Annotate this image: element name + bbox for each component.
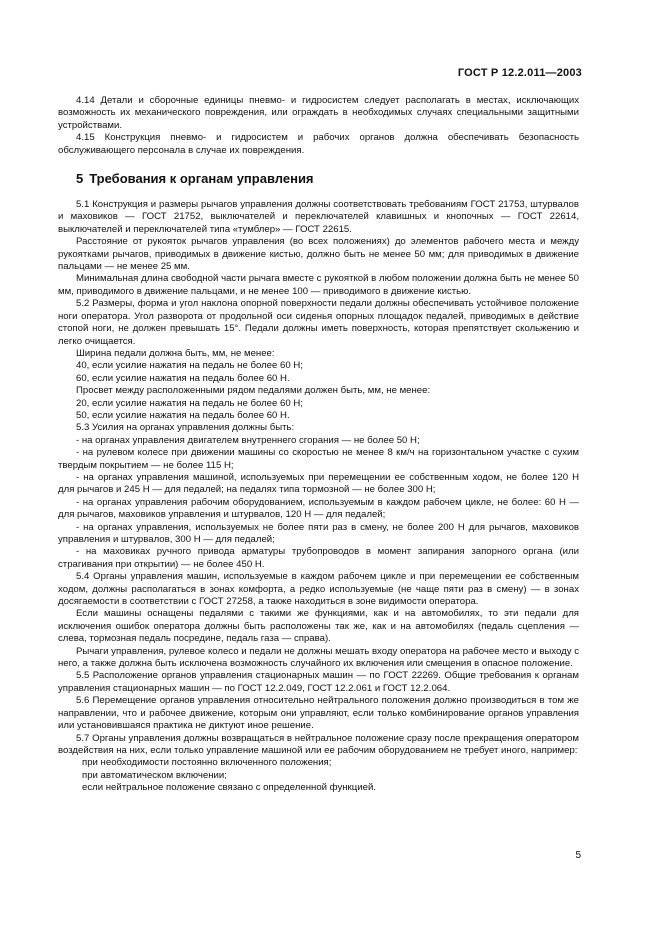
list-item: при необходимости постоянно включенного положения; <box>82 757 332 769</box>
paragraph: 20, если усилие нажатия на педаль не более 60 Н; <box>76 397 303 409</box>
clause-5-7: 5.7 Органы управления должны возвращаться в нейтральное положение сразу после прекращения оператором воздействия на них, если только управление машиной или ее рабочим оборудованием не требует иного, например: <box>58 732 579 756</box>
page-number: 5 <box>575 850 581 861</box>
paragraph: 40, если усилие нажатия на педаль не более 60 Н; <box>76 360 303 372</box>
clause-5-6: 5.6 Перемещение органов управления относительно нейтрального положения должно производиться в том же направлении, что и рабочее движение, которым они управляют, если только комбинирование органов управления или установившаяся практика не диктуют иное решение. <box>58 695 579 732</box>
clause-5-3: 5.3 Усилия на органах управления должны быть: <box>76 422 295 434</box>
section-title: Требования к органам управления <box>89 171 314 187</box>
clause-5-5: 5.5 Расположение органов управления стационарных машин — по ГОСТ 22269. Общие требования к органам управления стационарных машин — по ГОСТ 12.2.049, ГОСТ 12.2.061 и ГОСТ 12.2.064. <box>58 670 579 694</box>
clause-5-1: 5.1 Конструкция и размеры рычагов управления должны соответствовать требованиям ГОСТ 21753, штурвалов и маховиков — ГОСТ 21752, выключателей и переключателей клавишных и кнопочных — ГОСТ 22614, выключателей и переключателей типа «тумблер» — ГОСТ 22615. <box>58 199 579 235</box>
list-item: - на органах управления машиной, используемых при перемещении ее собственным ходом, не более 120 Н для рычагов и 245 Н — для педалей; на педалях типа тормозной — не более 300 Н; <box>58 471 579 496</box>
paragraph: Если машины оснащены педалями с такими же функциями, как и на автомобилях, то эти педали для исключения ошибок оператора должны быть расположены так же, как и на автомобилях (педаль сцепления — слева, тормозная педаль посредине, педаль газа — справа). <box>58 608 579 645</box>
list-item: - на рулевом колесе при движении машины со скоростью не менее 8 км/ч на горизонтальном участке с сухим твердым покрытием — не более 115 Н; <box>58 447 579 471</box>
section-number: 5 <box>76 171 84 187</box>
clause-4-15: 4.15 Конструкция пневмо- и гидросистем и рабочих органов должна обеспечивать безопасность обслуживающего персонала в случае их повреждения. <box>58 132 579 156</box>
paragraph: Просвет между расположенными рядом педалями должен быть, мм, не менее: <box>76 385 431 397</box>
paragraph: Ширина педали должна быть, мм, не менее: <box>76 347 275 359</box>
paragraph: Расстояние от рукояток рычагов управления (во всех положениях) до элементов рабочего места и между рукоятками рычагов, приводимых в движение кистью, должно быть не менее 50 мм; для приводимых в движение пальцами — не менее 25 мм. <box>58 236 579 273</box>
paragraph: 50, если усилие нажатия на педаль более 60 Н. <box>76 409 290 421</box>
list-item: - на органах управления рабочим оборудованием, используемым в каждом рабочем цикле, не более: 60 Н — для рычагов, маховиков управления и штурвалов, 120 Н — для педалей; <box>58 496 579 521</box>
list-item: - на органах управления двигателем внутреннего сгорания — не более 50 Н; <box>76 434 420 446</box>
clause-5-2: 5.2 Размеры, форма и угол наклона опорной поверхности педали должны обеспечивать устойчивое положение ноги оператора. Угол разворота от продольной оси сиденья опорных площадок педалей, приводимых в действие стопой ноги, не должен превышать 15°. Педали должны иметь поверхность, которая препятствует скольжению и легко очищается. <box>58 298 579 347</box>
paragraph: Минимальная длина свободной части рычага вместе с рукояткой в любом положении должна быть не менее 50 мм, приводимого в движение пальцами, и не менее 100 — приводимого в движение кистью. <box>58 273 579 297</box>
section-heading <box>76 171 579 187</box>
list-item: - на органах управления, используемых не более пяти раз в смену, не более 200 Н для рычагов, маховиков управления и штурвалов, 300 Н — для педалей; <box>58 521 579 545</box>
clause-4-14: 4.14 Детали и сборочные единицы пневмо- и гидросистем следует располагать в местах, исключающих возможность их механического повреждения, или ограждать в необходимых случаях специальными защитными устройствами. <box>58 95 579 131</box>
clause-5-4: 5.4 Органы управления машин, используемые в каждом рабочем цикле и при перемещении ее собственным ходом, должны располагаться в зонах комфорта, а редко используемые (не чаще пяти раз в смену) — в зонах досягаемости в соответствии с ГОСТ 27258, а также находиться в зоне видимости оператора. <box>58 571 579 608</box>
page-content <box>58 95 579 795</box>
list-item: если нейтральное положение связано с определенной функцией. <box>82 782 376 794</box>
list-item: - на маховиках ручного привода арматуры трубопроводов в момент запирания запорного органа (или страгивания при открытии) — не более 450 Н. <box>58 546 579 570</box>
document-header: ГОСТ Р 12.2.011—2003 <box>457 67 582 79</box>
paragraph: 60, если усилие нажатия на педаль более 60 Н. <box>76 372 290 384</box>
paragraph: Рычаги управления, рулевое колесо и педали не должны мешать входу оператора на рабочее место и выходу с него, а также должна быть исключена возможность случайного их включения или смещения в опасное положение. <box>58 645 579 670</box>
list-item: при автоматическом включении; <box>82 769 227 781</box>
